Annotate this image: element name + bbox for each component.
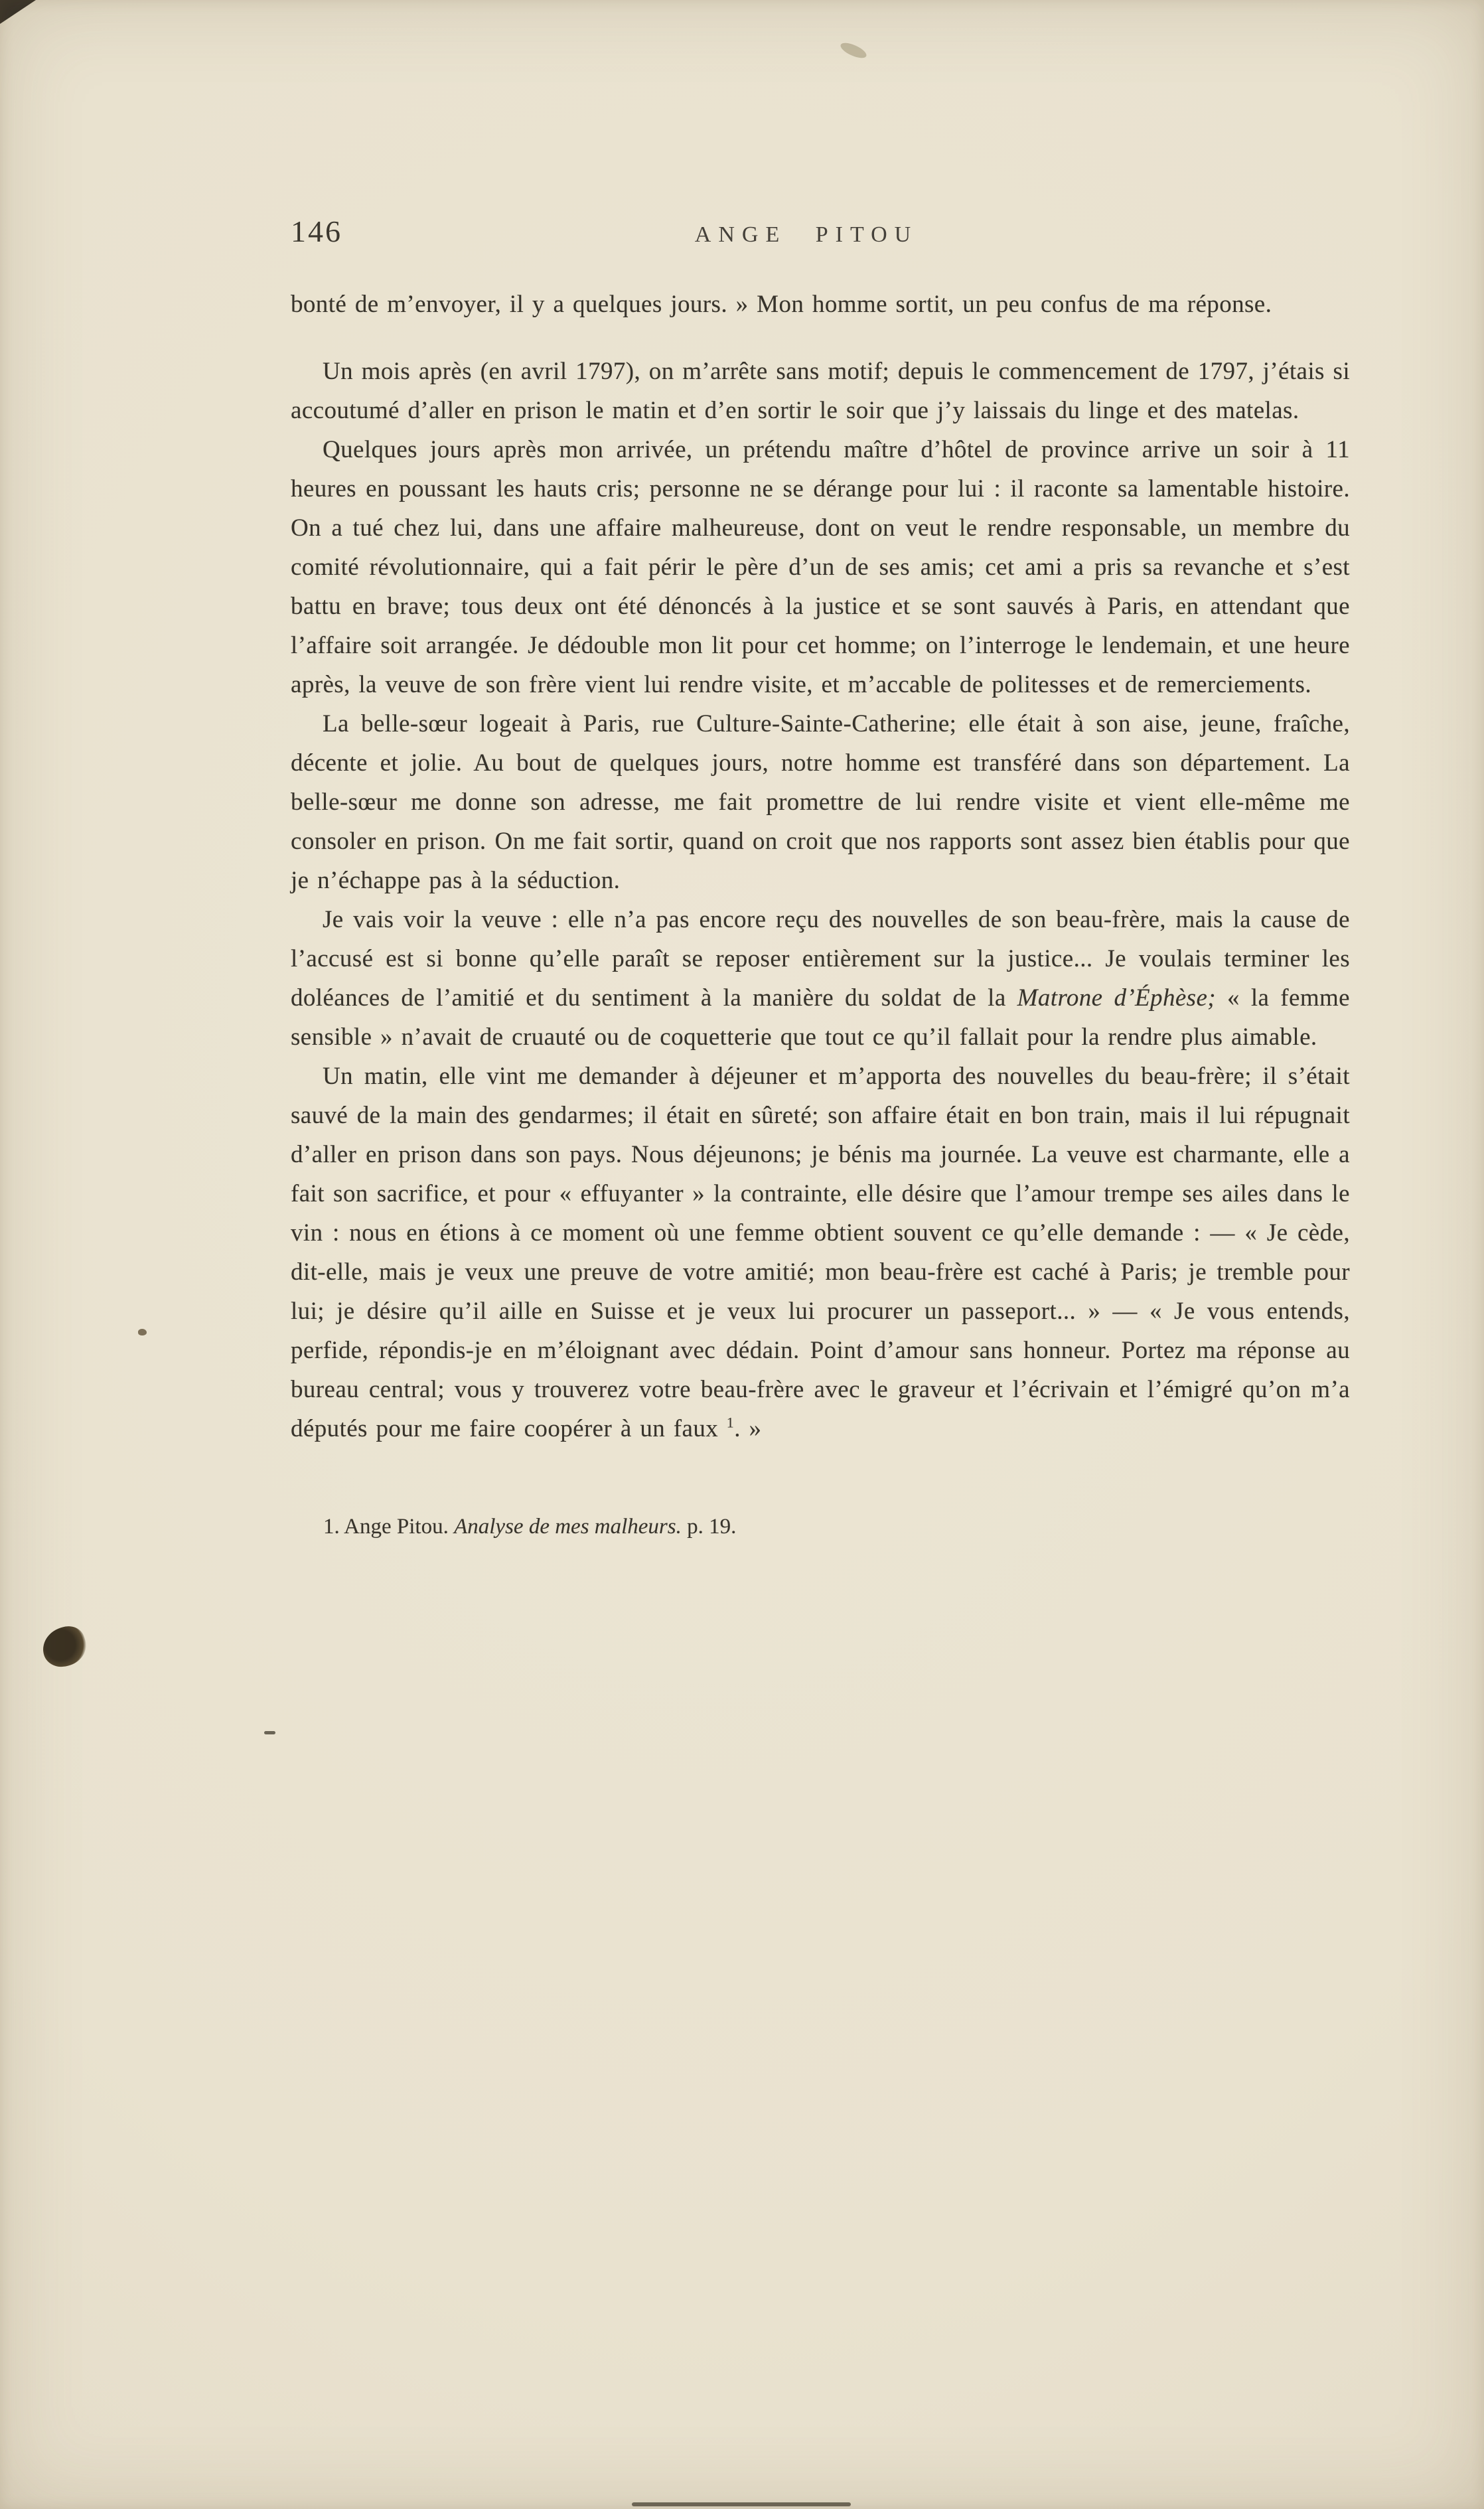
text-run: 1. Ange Pitou.: [323, 1515, 455, 1539]
text-run: Un matin, elle vint me demander à déjeuner et m’apporta des nouvelles du beau-frère; il s’était sauvé de la main des gendarmes; il était en sûreté; son affaire était en bon train, mais il lui répugnait d’aller en prison dans son pays. Nous déjeunons; je bénis ma journée. La veuve est charmante, elle a fait son sacrifice, et pour « effuyanter » la contrainte, elle désire que l’amour trempe ses ailes dans le vin : nous en étions à ce moment où une femme obtient souvent ce qu’elle demande : — « Je cède, dit-elle, mais je veux une preuve de votre amitié; mon beau-frère est caché à Paris; je tremble pour lui; je désire qu’il aille en Suisse et je veux lui procurer un passeport... » — « Je vous entends, perfide, répondis-je en m’éloignant avec dédain. Point d’amour sans honneur. Portez ma réponse au bureau central; vous y trouverez votre beau-frère avec le graveur et l’écrivain et l’émigré qu’on m’a députés pour me faire coopérer à un faux: [291, 1063, 1350, 1442]
text-run: bonté de m’envoyer, il y a quelques jours. » Mon homme sortit, un peu confus de ma réponse.: [291, 291, 1272, 318]
footnote: [291, 1512, 1350, 1541]
text-run: La belle-sœur logeait à Paris, rue Culture-Sainte-Catherine; elle était à son aise, jeune, fraîche, décente et jolie. Au bout de quelques jours, notre homme est transféré dans son département. La belle-sœur me donne son adresse, me fait promettre de lui rendre visite et vient elle-même me consoler en prison. On me fait sortir, quand on croit que nos rapports sont assez bien établis pour que je n’échappe pas à la séduction.: [291, 710, 1350, 894]
bottom-edge-mark: [632, 2502, 851, 2506]
paragraph: [291, 900, 1350, 1057]
italic-run: Matrone d’Éphèse;: [1017, 984, 1217, 1012]
text-run: Quelques jours après mon arrivée, un prétendu maître d’hôtel de province arrive un soir à 11 heures en poussant les hauts cris; personne ne se dérange pour lui : il raconte sa lamentable histoire. On a tué chez lui, dans une affaire malheureuse, dont on veut le rendre responsable, un membre du comité révolutionnaire, qui a fait périr le père d’un de ses amis; cet ami a pris sa revanche et s’est battu en brave; tous deux ont été dénoncés à la justice et se sont sauvés à Paris, en attendant que l’affaire soit arrangée. Je dédouble mon lit pour cet homme; on l’interroge le lendemain, et une heure après, la veuve de son frère vient lui rendre visite, et m’accable de politesses et de remerciements.: [291, 436, 1350, 698]
page-number: 146: [291, 214, 342, 248]
text-block: [291, 214, 1350, 1563]
margin-dash-mark: [264, 1731, 275, 1734]
text-run: Un mois après (en avril 1797), on m’arrête sans motif; depuis le commencement de 1797, j’étais si accoutumé d’aller en prison le matin et d’en sortir le soir que j’y laissais du linge et des matelas.: [291, 358, 1350, 424]
page-header-row: [291, 214, 1350, 249]
paragraph: [291, 430, 1350, 704]
text-run: . »: [734, 1415, 762, 1442]
top-smudge-stain: [839, 40, 869, 61]
body-text: [291, 285, 1350, 1448]
text-run: Je vais voir la veuve : elle n’a pas encore reçu des nouvelles de son beau-frère, mais la cause de l’accusé est si bonne qu’elle paraît se reposer entièrement sur la justice... Je voulais terminer les doléances de l’amitié et du sentiment à la manière du soldat de la: [291, 906, 1350, 1012]
paragraph: [291, 285, 1350, 324]
paragraph: [291, 1057, 1350, 1448]
margin-speck-stain: [138, 1329, 147, 1335]
paragraph: [291, 352, 1350, 430]
left-edge-ink-blot: [38, 1622, 92, 1672]
footnote-marker: 1: [726, 1414, 735, 1431]
running-header-title: ANGE PITOU: [694, 222, 919, 247]
corner-ink-mark: [0, 0, 36, 24]
text-run: p. 19.: [681, 1515, 737, 1539]
text-run: « la femme sensible » n’avait de cruauté ou de coquetterie que tout ce qu’il fallait pour la rendre plus aimable.: [291, 984, 1351, 1051]
italic-run: Analyse de mes malheurs.: [454, 1515, 682, 1539]
paragraph: [291, 704, 1350, 900]
